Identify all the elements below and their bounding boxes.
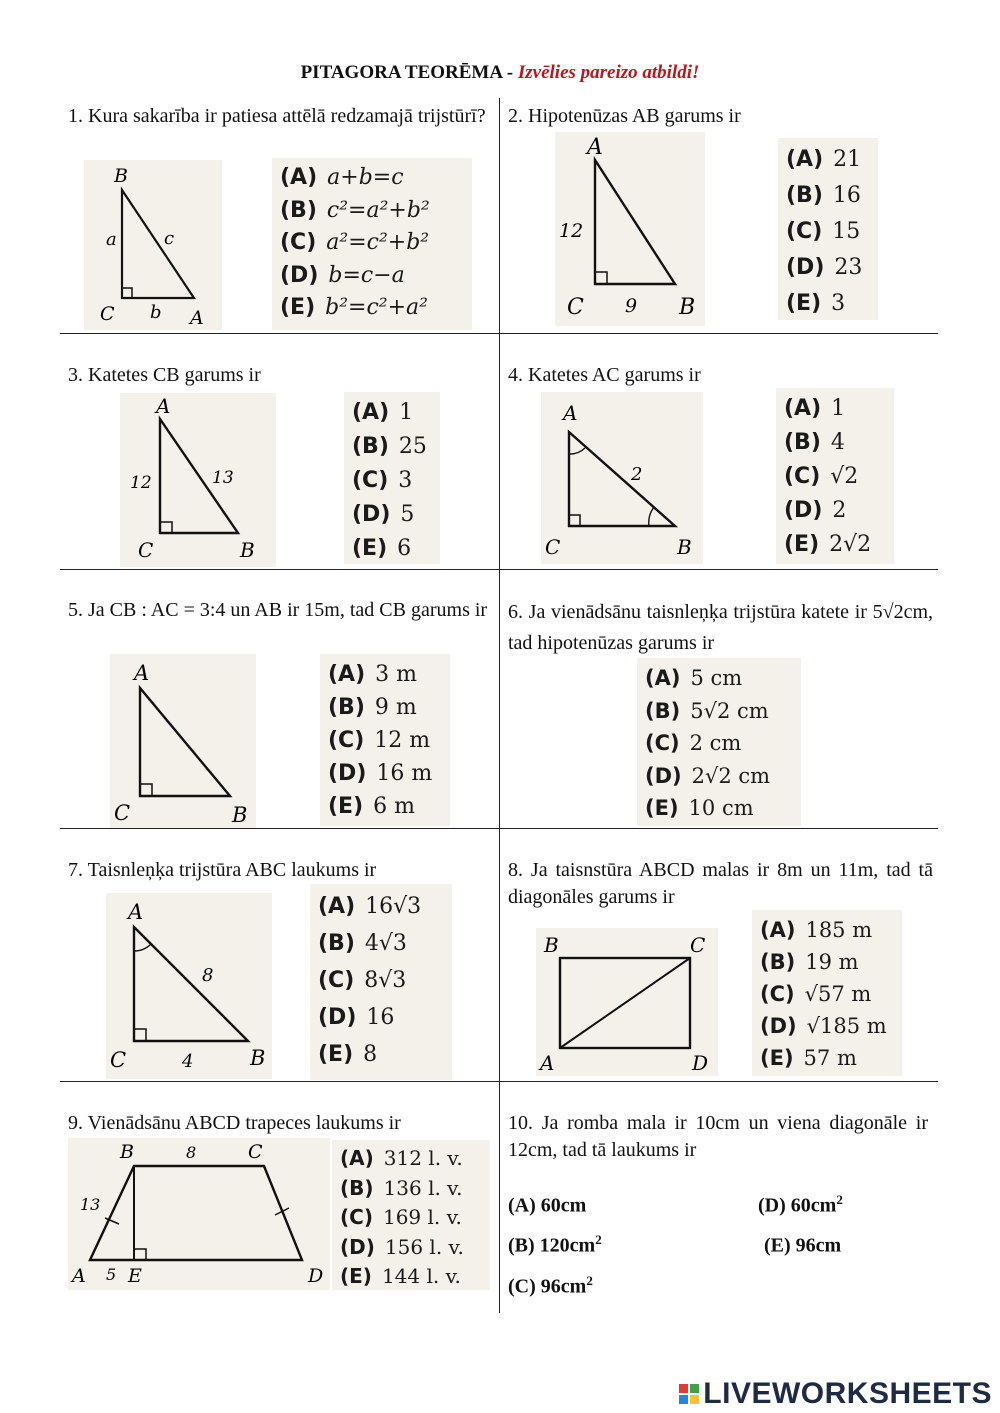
row-divider xyxy=(60,828,938,829)
row-divider xyxy=(60,1081,938,1082)
answer-option[interactable]: (E) 144 l. v. xyxy=(340,1264,461,1288)
question-3-text: 3. Katetes CB garums ir xyxy=(68,364,261,386)
question-1-figure xyxy=(84,160,222,330)
side-label: 8 xyxy=(202,965,214,986)
vertex-label: C xyxy=(110,1048,127,1072)
vertex-label: B xyxy=(114,165,128,187)
vertex-label: A xyxy=(134,661,150,685)
side-label: 4 xyxy=(182,1051,194,1072)
answer-option[interactable]: (B) 19 m xyxy=(760,950,859,974)
vertex-label: C xyxy=(545,535,561,559)
answer-option[interactable]: (A) 3 m xyxy=(328,662,417,687)
title-sub: Izvēlies pareizo atbildi! xyxy=(517,62,700,83)
title-main: PITAGORA TEORĒMA - xyxy=(300,62,518,83)
question-5-text: 5. Ja CB : AC = 3:4 un AB ir 15m, tad CB garums ir xyxy=(68,599,488,621)
answer-option[interactable]: (C) √2 xyxy=(784,464,859,489)
question-7-answers xyxy=(310,884,452,1080)
column-divider xyxy=(499,98,500,1313)
answer-option[interactable]: (C) 8√3 xyxy=(318,968,407,993)
question-4-figure xyxy=(541,392,703,564)
answer-option[interactable]: (B) 25 xyxy=(352,434,427,459)
question-7-text: 7. Taisnleņķa trijstūra ABC laukums ir xyxy=(68,859,377,881)
answer-option[interactable]: (C) 3 xyxy=(352,468,413,493)
answer-option[interactable]: (C) $96cm^2$ xyxy=(508,1273,593,1298)
side-label: 12 xyxy=(130,473,152,493)
question-1-text: 1. Kura sakarība ir patiesa attēlā redzamajā trijstūrī? xyxy=(68,105,486,127)
row-divider xyxy=(60,569,938,570)
question-7-figure xyxy=(106,893,272,1079)
question-9-figure xyxy=(68,1138,330,1290)
question-10-text: 10. Ja romba mala ir 10cm un viena diagonāle ir 12cm, tad tā laukums ir xyxy=(508,1112,928,1161)
vertex-label: B xyxy=(679,295,696,320)
answer-option[interactable]: (D) 2√2 cm xyxy=(645,763,771,788)
question-4-text: 4. Katetes AC garums ir xyxy=(508,364,701,386)
answer-option[interactable]: (E) 6 xyxy=(352,536,412,561)
question-2-text: 2. Hipotenūzas AB garums ir xyxy=(508,105,741,127)
question-4-answers xyxy=(776,388,894,564)
question-1-answers xyxy=(272,158,472,330)
answer-option[interactable]: (C) 15 xyxy=(786,219,861,244)
question-8-figure xyxy=(536,928,718,1076)
side-label: a xyxy=(106,229,117,250)
answer-option[interactable]: (A) 60cm xyxy=(508,1194,587,1217)
question-9-answers xyxy=(332,1140,490,1290)
logo-icon xyxy=(679,1384,699,1404)
vertex-label: C xyxy=(114,801,131,825)
answer-option[interactable]: (E) 8 xyxy=(318,1042,378,1067)
answer-option[interactable]: (B) 136 l. v. xyxy=(340,1175,463,1200)
answer-option[interactable]: (E) 2√2 xyxy=(784,532,872,557)
question-3-answers xyxy=(344,392,440,564)
row-divider xyxy=(60,333,938,334)
question-6-answers xyxy=(637,658,801,826)
vertex-label: A xyxy=(587,135,603,160)
side-label: 13 xyxy=(212,468,234,488)
question-2-figure xyxy=(555,132,705,326)
vertex-label: A xyxy=(128,900,144,924)
answer-option[interactable]: (D) 16 xyxy=(318,1005,395,1030)
vertex-label: A xyxy=(72,1265,86,1287)
answer-option[interactable]: (B) 4 xyxy=(784,430,845,455)
question-5-answers xyxy=(320,654,450,826)
vertex-label: B xyxy=(120,1141,134,1163)
answer-option[interactable]: (C) 169 l. v. xyxy=(340,1205,462,1229)
vertex-label: A xyxy=(190,307,204,329)
side-label: 8 xyxy=(186,1143,197,1162)
side-label: 13 xyxy=(80,1195,101,1214)
vertex-label: B xyxy=(677,535,692,559)
answer-option[interactable]: (A) 16√3 xyxy=(318,894,422,919)
answer-option[interactable]: (D) b=c−a xyxy=(280,262,405,288)
logo-text: LIVEWORKSHEETS xyxy=(703,1377,992,1410)
question-8-answers xyxy=(752,910,902,1076)
answer-option[interactable]: (A) 185 m xyxy=(760,918,873,942)
answer-option[interactable]: (E) 6 m xyxy=(328,794,415,819)
answer-option[interactable]: (D) 156 l. v. xyxy=(340,1234,464,1259)
liveworksheets-logo xyxy=(679,1377,992,1411)
answer-option[interactable]: (E) 10 cm xyxy=(645,796,754,820)
vertex-label: B xyxy=(544,933,559,957)
answer-option[interactable]: (E) 3 xyxy=(786,291,846,316)
answer-option[interactable]: (D) 5 xyxy=(352,502,415,527)
answer-option[interactable]: (B) 4√3 xyxy=(318,931,407,956)
question-6-text: 6. Ja vienādsānu taisnleņķa trijstūra katete ir 5√2cm, tad hipotenūzas garums ir xyxy=(508,601,933,654)
vertex-label: A xyxy=(540,1051,555,1075)
question-8-text: 8. Ja taisnstūra ABCD malas ir 8m un 11m, tad tā diagonāles garums ir xyxy=(508,859,933,908)
vertex-label: D xyxy=(692,1051,709,1075)
answer-option[interactable]: (B) 5√2 cm xyxy=(645,698,769,723)
vertex-label: B xyxy=(232,803,248,827)
answer-option[interactable]: (B) 9 m xyxy=(328,695,417,720)
side-label: 5 xyxy=(106,1265,117,1284)
vertex-label: E xyxy=(128,1265,142,1287)
vertex-label: C xyxy=(690,933,706,957)
answer-option[interactable]: (C) √57 m xyxy=(760,982,872,1006)
side-label: 2 xyxy=(631,464,643,485)
answer-option[interactable]: (E) 57 m xyxy=(760,1046,857,1070)
answer-option[interactable]: (C) a²=c²+b² xyxy=(280,230,430,255)
answer-option[interactable]: (D) 2 xyxy=(784,498,847,523)
answer-option[interactable]: (D) $60cm^2$ xyxy=(758,1192,843,1217)
page-title xyxy=(0,62,1000,84)
answer-option[interactable]: (B) $120cm^2$ xyxy=(508,1232,602,1257)
answer-option[interactable]: (D) 23 xyxy=(786,255,863,280)
answer-option[interactable]: (C) 2 cm xyxy=(645,731,742,755)
answer-option[interactable]: (E) b²=c²+a² xyxy=(280,295,428,320)
vertex-label: C xyxy=(138,538,154,562)
answer-option[interactable]: (D) 16 m xyxy=(328,761,433,786)
side-label: b xyxy=(150,302,162,323)
vertex-label: C xyxy=(248,1141,263,1163)
vertex-label: B xyxy=(240,538,255,562)
answer-option[interactable]: (C) 12 m xyxy=(328,728,431,753)
answer-option[interactable]: (B) c²=a²+b² xyxy=(280,197,430,223)
answer-option[interactable]: (A) 1 xyxy=(784,396,846,421)
answer-option[interactable]: (A) 5 cm xyxy=(645,666,743,690)
question-5-figure xyxy=(110,654,256,828)
answer-option[interactable]: (D) √185 m xyxy=(760,1014,887,1038)
answer-option[interactable]: (E) 96cm xyxy=(764,1234,842,1257)
answer-option[interactable]: (A) 1 xyxy=(352,400,414,425)
vertex-label: A xyxy=(563,401,578,425)
question-9-text: 9. Vienādsānu ABCD trapeces laukums ir xyxy=(68,1112,401,1134)
vertex-label: C xyxy=(100,303,115,325)
vertex-label: C xyxy=(567,295,584,320)
side-label: c xyxy=(164,228,175,249)
answer-option[interactable]: (A) 21 xyxy=(786,147,862,172)
answer-option[interactable]: (A) 312 l. v. xyxy=(340,1146,463,1170)
vertex-label: B xyxy=(250,1046,266,1070)
answer-option[interactable]: (B) 16 xyxy=(786,183,861,208)
side-label: 9 xyxy=(625,295,638,317)
vertex-label: D xyxy=(308,1265,324,1287)
vertex-label: A xyxy=(156,394,171,418)
side-label: 12 xyxy=(559,220,584,242)
answer-option[interactable]: (A) a+b=c xyxy=(280,165,404,190)
question-3-figure xyxy=(120,393,276,567)
question-2-answers xyxy=(778,138,878,320)
